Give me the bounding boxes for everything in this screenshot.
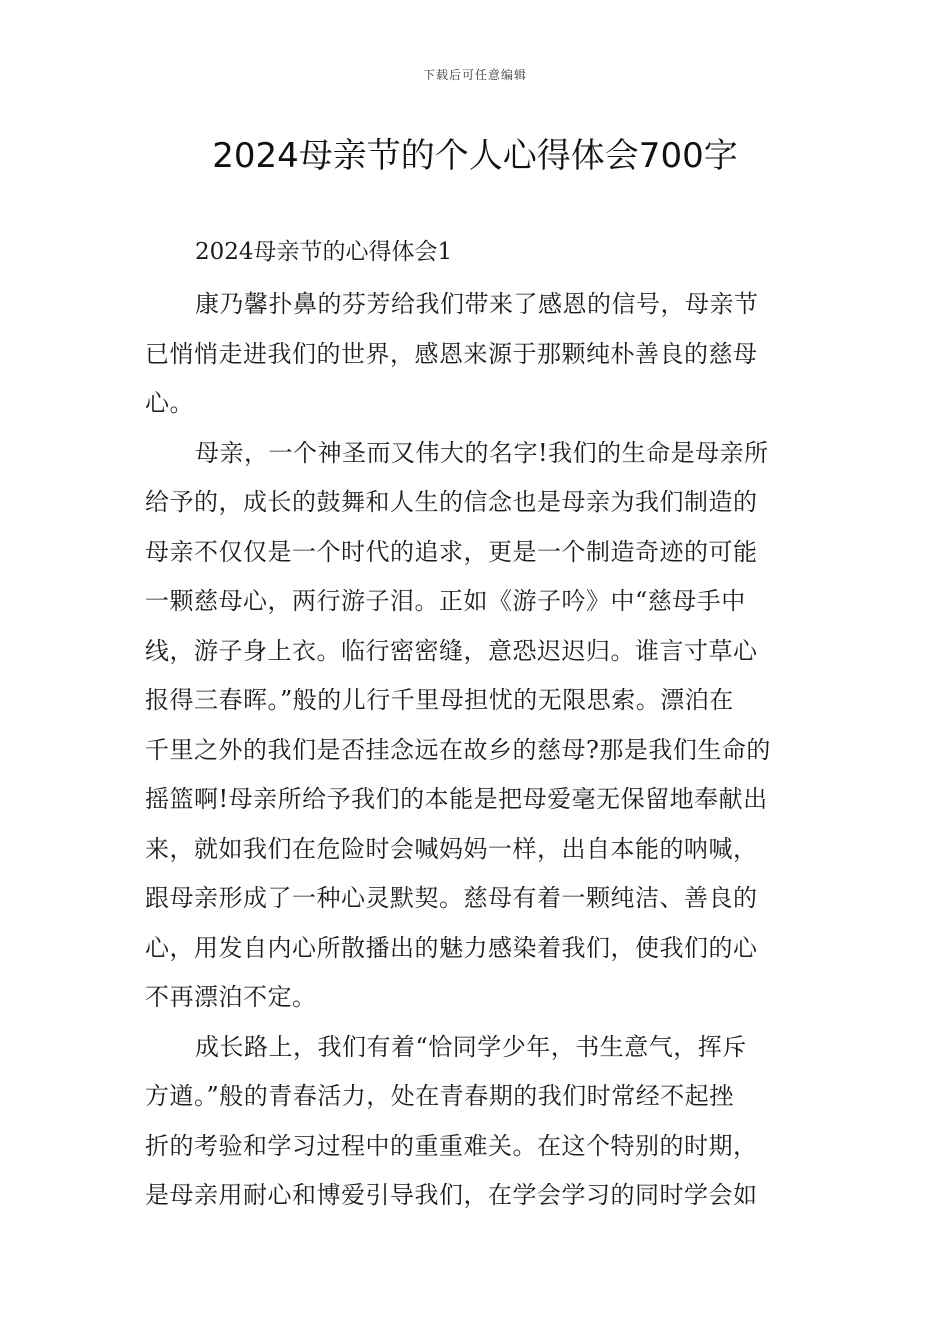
- text-line: 不再漂泊不定。: [145, 983, 317, 1011]
- text-line: 方遒。”般的青春活力，处在青春期的我们时常经不起挫: [145, 1082, 734, 1110]
- document-body: [145, 228, 807, 1221]
- text-line: 线，游子身上衣。临行密密缝，意恐迟迟归。谁言寸草心: [145, 636, 758, 665]
- text-line: 报得三春晖。”般的儿行千里母担忧的无限思索。漂泊在: [145, 686, 734, 714]
- text-line: 来，就如我们在危险时会喊妈妈一样，出自本能的呐喊，: [145, 834, 758, 863]
- header-note: 下载后可任意编辑: [422, 68, 527, 82]
- text-line: 一颗慈母心，两行游子泪。正如《游子吟》中“慈母手中: [145, 587, 746, 615]
- text-line: 摇篮啊!母亲所给予我们的本能是把母爱毫无保留地奉献出: [145, 785, 768, 813]
- text-line: 成长路上，我们有着“恰同学少年，书生意气，挥斥: [195, 1032, 747, 1061]
- text-line: 折的考验和学习过程中的重重难关。在这个特别的时期，: [145, 1131, 758, 1160]
- text-line: 跟母亲形成了一种心灵默契。慈母有着一颗纯洁、善良的: [145, 884, 758, 912]
- text-line: 千里之外的我们是否挂念远在故乡的慈母?那是我们生命的: [145, 735, 771, 764]
- text-line: 是母亲用耐心和博爱引导我们，在学会学习的同时学会如: [145, 1181, 758, 1209]
- text-line: 心。: [145, 389, 194, 417]
- text-line: 已悄悄走进我们的世界，感恩来源于那颗纯朴善良的慈母: [145, 339, 758, 368]
- paragraph-2: [145, 429, 807, 1023]
- text-line: 母亲，一个神圣而又伟大的名字!我们的生命是母亲所: [195, 438, 769, 467]
- text-line: 心，用发自内心所散播出的魅力感染着我们，使我们的心: [145, 933, 758, 962]
- paragraph-3: [145, 1023, 807, 1221]
- document-title: 2024母亲节的个人心得体会700字: [212, 136, 738, 176]
- paragraph-1: [145, 280, 807, 429]
- text-line: 给予的，成长的鼓舞和人生的信念也是母亲为我们制造的: [145, 488, 758, 516]
- section-subtitle: 2024母亲节的心得体会1: [195, 239, 453, 265]
- text-line: 康乃馨扑鼻的芬芳给我们带来了感恩的信号，母亲节: [195, 290, 759, 318]
- text-line: 母亲不仅仅是一个时代的追求，更是一个制造奇迹的可能: [145, 537, 758, 566]
